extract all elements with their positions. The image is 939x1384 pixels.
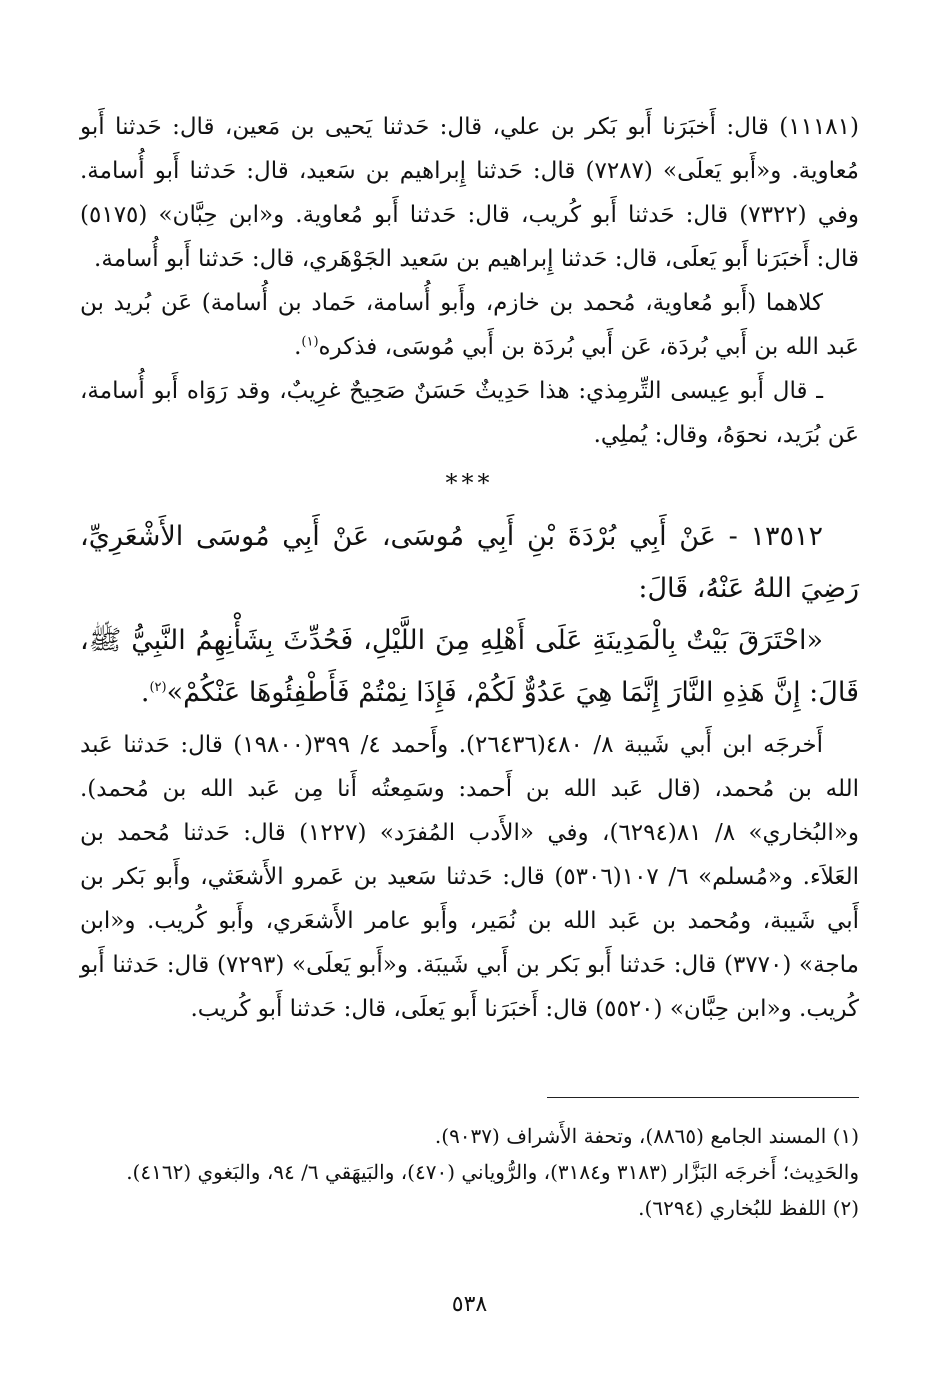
footnote-ref-1[interactable]: (١) bbox=[301, 334, 319, 350]
hadith-end: . bbox=[140, 677, 150, 708]
hadith-text-paragraph bbox=[80, 615, 859, 719]
footnote-2: (٢) اللفظ للبُخاري (٦٢٩٤). bbox=[638, 1196, 859, 1220]
sources-paragraph: (١١١٨١) قال: أَخبَرَنا أَبو بَكر بن علي، قال: حَدثنا يَحيى بن مَعين، قال: حَدثنا أَبو مُعاوية. و«أَبو يَعلَى» (٧٢٨٧) قال: حَدثنا إِبراهيم بن سَعيد، قال: حَدثنا أَبو أُسامة. وفي (٧٣٢٢) قال: حَدثنا أَبو كُريب، قال: حَدثنا أَبو مُعاوية. و«ابن حِبَّان» (٥١٧٥) قال: أَخبَرَنا أَبو يَعلَى، قال: حَدثنا إِبراهيم بن سَعيد الجَوْهَري، قال: حَدثنا أَبو أُسامة. bbox=[80, 114, 860, 272]
chain-end: . bbox=[294, 334, 302, 360]
footnote-ref-2[interactable]: (٢) bbox=[149, 680, 167, 695]
footnote-divider bbox=[547, 1097, 859, 1098]
chain-text: كلاهما (أَبو مُعاوية، مُحمد بن خازم، وأَبو أُسامة، حَماد بن أُسامة) عَن بُريد بن عَبد الله بن أَبي بُردَة، عَن أَبي بُردَة بن أَبي مُوسَى، فذكره bbox=[80, 290, 859, 360]
takhrij-paragraph: أَخرجَه ابن أَبي شَيبة ٨/ ٤٨٠(٢٦٤٣٦). وأَحمد ٤/ ٣٩٩(١٩٨٠٠) قال: حَدثنا عَبد الله بن مُحمد، (قال عَبد الله بن أَحمد: وسَمِعتُه أَنا مِن عَبد الله بن مُحمد). و«البُخاري» ٨/ ٨١(٦٢٩٤)، وفي «الأَدب المُفرَد» (١٢٢٧) قال: حَدثنا مُحمد بن العَلاَء. و«مُسلم» ٦/ ١٠٧(٥٣٠٦) قال: حَدثنا سَعيد بن عَمرو الأَشعَثي، وأَبو بَكر بن أَبي شَيبة، ومُحمد بن عَبد الله بن نُمَير، وأَبو عامر الأَشعَري، وأَبو كُريب. و«ابن ماجة» (٣٧٧٠) قال: حَدثنا أَبو بَكر بن أَبي شَيبَة. و«أَبو يَعلَى» (٧٢٩٣) قال: حَدثنا أَبو كُريب. و«ابن حِبَّان» (٥٥٢٠) قال: أَخبَرَنا أَبو يَعلَى، قال: حَدثنا أَبو كُريب. bbox=[80, 732, 860, 1022]
footnotes bbox=[80, 1118, 859, 1226]
section-separator: *** bbox=[445, 469, 494, 497]
footnote-1-continued: والحَدِيث؛ أَخرجَه البَزَّار (٣١٨٣ و٣١٨٤)، والرُّوياني (٤٧٠)، والبَيهَقي ٦/ ٩٤، والبَغوي (٤١٦٢). bbox=[126, 1160, 859, 1184]
footnote-1: (١) المسند الجامع (٨٨٦٥)، وتحفة الأَشراف (٩٠٣٧). bbox=[434, 1124, 859, 1148]
page-body bbox=[80, 105, 859, 1031]
hadith-intro: ١٣٥١٢ - عَنْ أَبِي بُرْدَةَ بْنِ أَبِي مُوسَى، عَنْ أَبِي مُوسَى الأَشْعَرِيِّ، رَضِيَ اللهُ عَنْهُ، قَالَ: bbox=[80, 521, 859, 604]
chain-paragraph bbox=[80, 281, 859, 369]
hadith-text: «احْتَرَقَ بَيْتٌ بِالْمَدِينَةِ عَلَى أَهْلِهِ مِنَ اللَّيْلِ، فَحُدِّثَ بِشَأْنِهِمُ النَّبِيُّ ﷺ، قَالَ: إِنَّ هَذِهِ النَّارَ إِنَّمَا هِيَ عَدُوٌّ لَكُمْ، فَإِذَا نِمْتُمْ فَأَطْفِئُوهَا عَنْكُمْ» bbox=[80, 625, 859, 708]
page-number: ٥٣٨ bbox=[451, 1292, 488, 1317]
tirmidhi-comment: ـ قال أَبو عِيسى التِّرمِذي: هذا حَدِيثٌ حَسَنٌ صَحِيحٌ غرِيبٌ، وقد رَوَاه أَبو أُسامة، عَن بُرَيد، نحوَهُ، وقال: يُملِي. bbox=[80, 378, 859, 448]
